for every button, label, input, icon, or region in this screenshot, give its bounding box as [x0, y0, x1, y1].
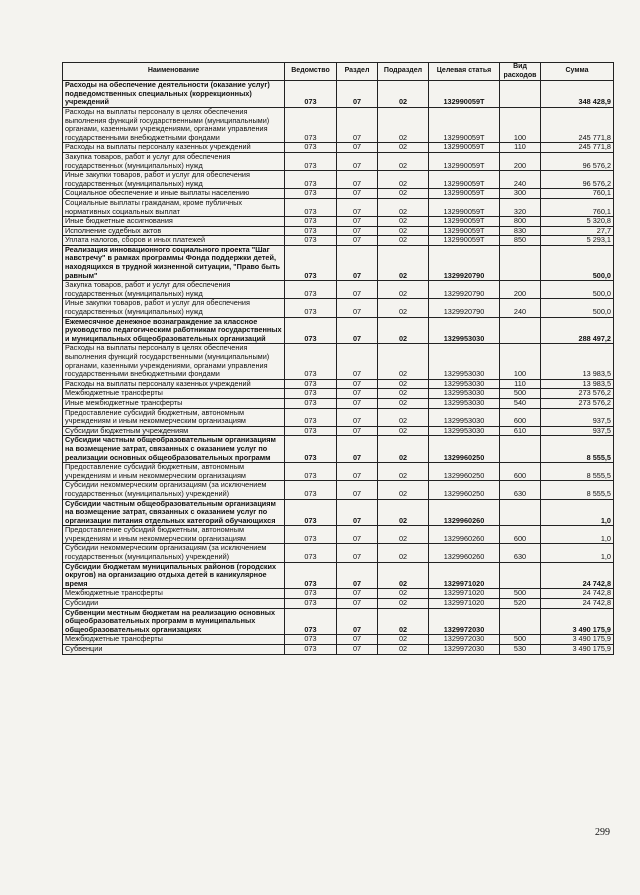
cell-target-article: 132990059Т	[429, 152, 500, 170]
cell-subsection: 02	[378, 544, 429, 562]
cell-amount: 245 771,8	[541, 107, 614, 142]
table-header-row	[63, 63, 614, 81]
cell-expense-type	[500, 562, 541, 589]
cell-department: 073	[285, 152, 337, 170]
cell-expense-type: 500	[500, 589, 541, 599]
cell-amount: 3 490 175,9	[541, 635, 614, 645]
cell-target-article: 1329971020	[429, 589, 500, 599]
cell-section: 07	[337, 544, 378, 562]
cell-expense-type: 520	[500, 599, 541, 609]
cell-target-article: 1329953030	[429, 398, 500, 408]
cell-section: 07	[337, 226, 378, 236]
cell-subsection: 02	[378, 217, 429, 227]
cell-expense-type: 800	[500, 217, 541, 227]
cell-amount: 24 742,8	[541, 589, 614, 599]
cell-target-article: 132990059Т	[429, 81, 500, 108]
cell-subsection: 02	[378, 226, 429, 236]
cell-subsection: 02	[378, 379, 429, 389]
cell-subsection: 02	[378, 245, 429, 280]
cell-department: 073	[285, 526, 337, 544]
cell-name: Иные межбюджетные трансферты	[63, 398, 285, 408]
table-row	[63, 107, 614, 142]
header-department: Ведомство	[285, 63, 337, 81]
cell-amount: 273 576,2	[541, 389, 614, 399]
cell-department: 073	[285, 107, 337, 142]
cell-target-article: 1329953030	[429, 379, 500, 389]
table-row	[63, 645, 614, 655]
cell-amount: 27,7	[541, 226, 614, 236]
table-row	[63, 217, 614, 227]
cell-target-article: 132990059Т	[429, 198, 500, 216]
table-row	[63, 81, 614, 108]
cell-section: 07	[337, 152, 378, 170]
cell-expense-type: 320	[500, 198, 541, 216]
cell-target-article: 1329972030	[429, 635, 500, 645]
cell-amount: 760,1	[541, 189, 614, 199]
cell-department: 073	[285, 317, 337, 344]
cell-department: 073	[285, 81, 337, 108]
cell-section: 07	[337, 344, 378, 379]
cell-department: 073	[285, 344, 337, 379]
cell-subsection: 02	[378, 398, 429, 408]
cell-amount: 24 742,8	[541, 599, 614, 609]
budget-table	[62, 62, 614, 655]
cell-section: 07	[337, 635, 378, 645]
cell-section: 07	[337, 81, 378, 108]
cell-section: 07	[337, 526, 378, 544]
cell-subsection: 02	[378, 589, 429, 599]
cell-department: 073	[285, 281, 337, 299]
cell-name: Субсидии бюджетам муниципальных районов (городских округов) на организацию отдыха детей в каникулярное время	[63, 562, 285, 589]
cell-amount: 8 555,5	[541, 463, 614, 481]
cell-department: 073	[285, 599, 337, 609]
cell-name: Субвенции	[63, 645, 285, 655]
cell-name: Предоставление субсидий бюджетным, автономным учреждениям и иным некоммерческим организациям	[63, 463, 285, 481]
cell-amount: 500,0	[541, 245, 614, 280]
cell-section: 07	[337, 317, 378, 344]
cell-section: 07	[337, 389, 378, 399]
table-row	[63, 436, 614, 463]
cell-section: 07	[337, 189, 378, 199]
cell-target-article: 1329953030	[429, 317, 500, 344]
cell-amount: 1,0	[541, 544, 614, 562]
cell-target-article: 1329960260	[429, 526, 500, 544]
cell-department: 073	[285, 589, 337, 599]
cell-section: 07	[337, 299, 378, 317]
cell-department: 073	[285, 481, 337, 499]
table-row	[63, 226, 614, 236]
cell-department: 073	[285, 189, 337, 199]
header-subsection: Подраздел	[378, 63, 429, 81]
cell-department: 073	[285, 398, 337, 408]
cell-target-article: 1329960250	[429, 436, 500, 463]
cell-target-article: 1329920790	[429, 245, 500, 280]
table-row	[63, 499, 614, 526]
cell-expense-type: 100	[500, 107, 541, 142]
cell-subsection: 02	[378, 143, 429, 153]
cell-subsection: 02	[378, 389, 429, 399]
cell-amount: 8 555,5	[541, 481, 614, 499]
cell-target-article: 132990059Т	[429, 107, 500, 142]
cell-expense-type: 500	[500, 635, 541, 645]
cell-subsection: 02	[378, 463, 429, 481]
table-row	[63, 317, 614, 344]
cell-subsection: 02	[378, 189, 429, 199]
cell-department: 073	[285, 436, 337, 463]
table-row	[63, 608, 614, 635]
cell-department: 073	[285, 389, 337, 399]
cell-subsection: 02	[378, 317, 429, 344]
cell-amount: 937,5	[541, 408, 614, 426]
cell-amount: 500,0	[541, 299, 614, 317]
cell-name: Субсидии частным общеобразовательным организациям на возмещение затрат, связанных с оказанием услуг по организации питания отдельных категорий обучающихся	[63, 499, 285, 526]
cell-department: 073	[285, 236, 337, 246]
cell-department: 073	[285, 408, 337, 426]
cell-expense-type: 540	[500, 398, 541, 408]
cell-name: Предоставление субсидий бюджетным, автономным учреждениям и иным некоммерческим организациям	[63, 408, 285, 426]
cell-section: 07	[337, 589, 378, 599]
cell-name: Межбюджетные трансферты	[63, 635, 285, 645]
cell-amount: 288 497,2	[541, 317, 614, 344]
cell-subsection: 02	[378, 562, 429, 589]
cell-department: 073	[285, 245, 337, 280]
cell-expense-type	[500, 608, 541, 635]
cell-name: Закупка товаров, работ и услуг для обеспечения государственных (муниципальных) нужд	[63, 281, 285, 299]
cell-amount: 937,5	[541, 426, 614, 436]
cell-expense-type: 630	[500, 544, 541, 562]
cell-expense-type: 200	[500, 152, 541, 170]
cell-department: 073	[285, 198, 337, 216]
cell-expense-type: 600	[500, 408, 541, 426]
cell-department: 073	[285, 562, 337, 589]
table-row	[63, 189, 614, 199]
cell-target-article: 1329953030	[429, 426, 500, 436]
cell-section: 07	[337, 398, 378, 408]
cell-target-article: 1329953030	[429, 408, 500, 426]
cell-expense-type	[500, 81, 541, 108]
cell-name: Закупка товаров, работ и услуг для обеспечения государственных (муниципальных) нужд	[63, 152, 285, 170]
cell-name: Расходы на выплаты персоналу казенных учреждений	[63, 143, 285, 153]
cell-target-article: 132990059Т	[429, 226, 500, 236]
cell-department: 073	[285, 143, 337, 153]
cell-subsection: 02	[378, 481, 429, 499]
table-row	[63, 245, 614, 280]
table-row	[63, 544, 614, 562]
cell-target-article: 1329972030	[429, 608, 500, 635]
cell-expense-type: 630	[500, 481, 541, 499]
cell-name: Субсидии некоммерческим организациям (за исключением государственных (муниципальных) учреждений)	[63, 544, 285, 562]
cell-expense-type: 300	[500, 189, 541, 199]
cell-amount: 5 293,1	[541, 236, 614, 246]
cell-subsection: 02	[378, 152, 429, 170]
cell-amount: 1,0	[541, 526, 614, 544]
cell-amount: 5 320,8	[541, 217, 614, 227]
table-row	[63, 398, 614, 408]
table-row	[63, 143, 614, 153]
cell-section: 07	[337, 436, 378, 463]
cell-subsection: 02	[378, 344, 429, 379]
cell-section: 07	[337, 408, 378, 426]
table-row	[63, 426, 614, 436]
cell-expense-type: 240	[500, 171, 541, 189]
cell-subsection: 02	[378, 236, 429, 246]
cell-department: 073	[285, 299, 337, 317]
header-name: Наименование	[63, 63, 285, 81]
cell-subsection: 02	[378, 599, 429, 609]
cell-amount: 348 428,9	[541, 81, 614, 108]
table-row	[63, 379, 614, 389]
cell-department: 073	[285, 499, 337, 526]
cell-name: Иные закупки товаров, работ и услуг для обеспечения государственных (муниципальных) нужд	[63, 299, 285, 317]
cell-amount: 13 983,5	[541, 344, 614, 379]
cell-name: Межбюджетные трансферты	[63, 589, 285, 599]
table-row	[63, 152, 614, 170]
cell-expense-type: 200	[500, 281, 541, 299]
cell-department: 073	[285, 171, 337, 189]
table-row	[63, 481, 614, 499]
cell-department: 073	[285, 226, 337, 236]
cell-expense-type: 830	[500, 226, 541, 236]
cell-amount: 1,0	[541, 499, 614, 526]
cell-amount: 24 742,8	[541, 562, 614, 589]
cell-department: 073	[285, 544, 337, 562]
cell-name: Иные бюджетные ассигнования	[63, 217, 285, 227]
cell-section: 07	[337, 171, 378, 189]
cell-target-article: 1329953030	[429, 389, 500, 399]
cell-section: 07	[337, 236, 378, 246]
cell-name: Предоставление субсидий бюджетным, автономным учреждениям и иным некоммерческим организациям	[63, 526, 285, 544]
cell-subsection: 02	[378, 198, 429, 216]
cell-expense-type: 110	[500, 379, 541, 389]
cell-department: 073	[285, 645, 337, 655]
cell-expense-type: 100	[500, 344, 541, 379]
cell-expense-type: 600	[500, 526, 541, 544]
cell-subsection: 02	[378, 608, 429, 635]
header-target-article: Целевая статья	[429, 63, 500, 81]
table-row	[63, 589, 614, 599]
cell-subsection: 02	[378, 426, 429, 436]
cell-department: 073	[285, 379, 337, 389]
cell-subsection: 02	[378, 81, 429, 108]
cell-target-article: 1329971020	[429, 599, 500, 609]
cell-target-article: 132990059Т	[429, 217, 500, 227]
cell-expense-type: 850	[500, 236, 541, 246]
cell-target-article: 1329972030	[429, 645, 500, 655]
cell-amount: 245 771,8	[541, 143, 614, 153]
cell-amount: 13 983,5	[541, 379, 614, 389]
cell-section: 07	[337, 562, 378, 589]
cell-subsection: 02	[378, 107, 429, 142]
table-row	[63, 526, 614, 544]
cell-section: 07	[337, 463, 378, 481]
table-body	[63, 81, 614, 654]
cell-section: 07	[337, 143, 378, 153]
cell-name: Расходы на обеспечение деятельности (оказание услуг) подведомственных специальных (коррекционных) учреждений	[63, 81, 285, 108]
cell-expense-type: 110	[500, 143, 541, 153]
cell-name: Субсидии бюджетным учреждениям	[63, 426, 285, 436]
cell-department: 073	[285, 608, 337, 635]
cell-amount: 3 490 175,9	[541, 608, 614, 635]
cell-name: Субвенции местным бюджетам на реализацию основных общеобразовательных программ в муниципальных общеобразовательных организациях	[63, 608, 285, 635]
cell-expense-type	[500, 245, 541, 280]
cell-section: 07	[337, 426, 378, 436]
table-row	[63, 299, 614, 317]
cell-expense-type: 240	[500, 299, 541, 317]
table-row	[63, 171, 614, 189]
cell-expense-type	[500, 499, 541, 526]
cell-target-article: 1329971020	[429, 562, 500, 589]
table-row	[63, 562, 614, 589]
cell-subsection: 02	[378, 499, 429, 526]
cell-expense-type	[500, 317, 541, 344]
cell-target-article: 1329960250	[429, 463, 500, 481]
cell-amount: 96 576,2	[541, 171, 614, 189]
cell-subsection: 02	[378, 299, 429, 317]
table-row	[63, 463, 614, 481]
header-expense-type: Вид расходов	[500, 63, 541, 81]
cell-name: Иные закупки товаров, работ и услуг для обеспечения государственных (муниципальных) нужд	[63, 171, 285, 189]
cell-department: 073	[285, 426, 337, 436]
cell-amount: 500,0	[541, 281, 614, 299]
cell-section: 07	[337, 379, 378, 389]
page-number: 299	[595, 827, 610, 838]
cell-subsection: 02	[378, 526, 429, 544]
cell-expense-type: 610	[500, 426, 541, 436]
header-section: Раздел	[337, 63, 378, 81]
cell-target-article: 1329960260	[429, 499, 500, 526]
cell-section: 07	[337, 608, 378, 635]
cell-section: 07	[337, 599, 378, 609]
cell-subsection: 02	[378, 281, 429, 299]
cell-subsection: 02	[378, 436, 429, 463]
cell-target-article: 1329960250	[429, 481, 500, 499]
table-row	[63, 281, 614, 299]
cell-name: Уплата налогов, сборов и иных платежей	[63, 236, 285, 246]
cell-name: Межбюджетные трансферты	[63, 389, 285, 399]
cell-name: Реализация инновационного социального проекта "Шаг навстречу" в рамках программы Фонда поддержки детей, находящихся в трудной жизненной ситуации, "Право быть равным"	[63, 245, 285, 280]
cell-name: Расходы на выплаты персоналу в целях обеспечения выполнения функций государственными (муниципальными) органами, казенными учреждениями, органами управления государственными внебюджетными фондами	[63, 107, 285, 142]
cell-name: Социальные выплаты гражданам, кроме публичных нормативных социальных выплат	[63, 198, 285, 216]
cell-section: 07	[337, 245, 378, 280]
table-row	[63, 236, 614, 246]
cell-target-article: 132990059Т	[429, 236, 500, 246]
cell-target-article: 1329920790	[429, 281, 500, 299]
cell-section: 07	[337, 481, 378, 499]
table-row	[63, 198, 614, 216]
cell-target-article: 1329960260	[429, 544, 500, 562]
table-row	[63, 344, 614, 379]
cell-name: Субсидии	[63, 599, 285, 609]
cell-target-article: 132990059Т	[429, 143, 500, 153]
cell-subsection: 02	[378, 408, 429, 426]
cell-section: 07	[337, 217, 378, 227]
cell-section: 07	[337, 499, 378, 526]
cell-target-article: 132990059Т	[429, 189, 500, 199]
cell-expense-type: 500	[500, 389, 541, 399]
cell-name: Социальное обеспечение и иные выплаты населению	[63, 189, 285, 199]
cell-subsection: 02	[378, 645, 429, 655]
cell-expense-type: 530	[500, 645, 541, 655]
cell-subsection: 02	[378, 635, 429, 645]
cell-department: 073	[285, 635, 337, 645]
cell-name: Субсидии частным общеобразовательным организациям на возмещение затрат, связанных с оказанием услуг по реализации основных общеобразовательных программ	[63, 436, 285, 463]
table-row	[63, 408, 614, 426]
cell-department: 073	[285, 463, 337, 481]
cell-section: 07	[337, 645, 378, 655]
cell-target-article: 1329953030	[429, 344, 500, 379]
cell-amount: 8 555,5	[541, 436, 614, 463]
table-row	[63, 635, 614, 645]
cell-name: Расходы на выплаты персоналу в целях обеспечения выполнения функций государственными (муниципальными) органами, казенными учреждениями, органами управления государственными внебюджетными фондами	[63, 344, 285, 379]
header-amount: Сумма	[541, 63, 614, 81]
cell-amount: 96 576,2	[541, 152, 614, 170]
cell-name: Субсидии некоммерческим организациям (за исключением государственных (муниципальных) учреждений)	[63, 481, 285, 499]
cell-target-article: 1329920790	[429, 299, 500, 317]
table-row	[63, 389, 614, 399]
cell-amount: 760,1	[541, 198, 614, 216]
cell-section: 07	[337, 198, 378, 216]
cell-section: 07	[337, 107, 378, 142]
table-row	[63, 599, 614, 609]
cell-department: 073	[285, 217, 337, 227]
cell-amount: 3 490 175,9	[541, 645, 614, 655]
cell-section: 07	[337, 281, 378, 299]
cell-expense-type: 600	[500, 463, 541, 481]
cell-target-article: 132990059Т	[429, 171, 500, 189]
cell-subsection: 02	[378, 171, 429, 189]
cell-name: Ежемесячное денежное вознаграждение за классное руководство педагогическим работникам государственных и муниципальных общеобразовательных организаций	[63, 317, 285, 344]
cell-name: Расходы на выплаты персоналу казенных учреждений	[63, 379, 285, 389]
cell-expense-type	[500, 436, 541, 463]
cell-amount: 273 576,2	[541, 398, 614, 408]
cell-name: Исполнение судебных актов	[63, 226, 285, 236]
